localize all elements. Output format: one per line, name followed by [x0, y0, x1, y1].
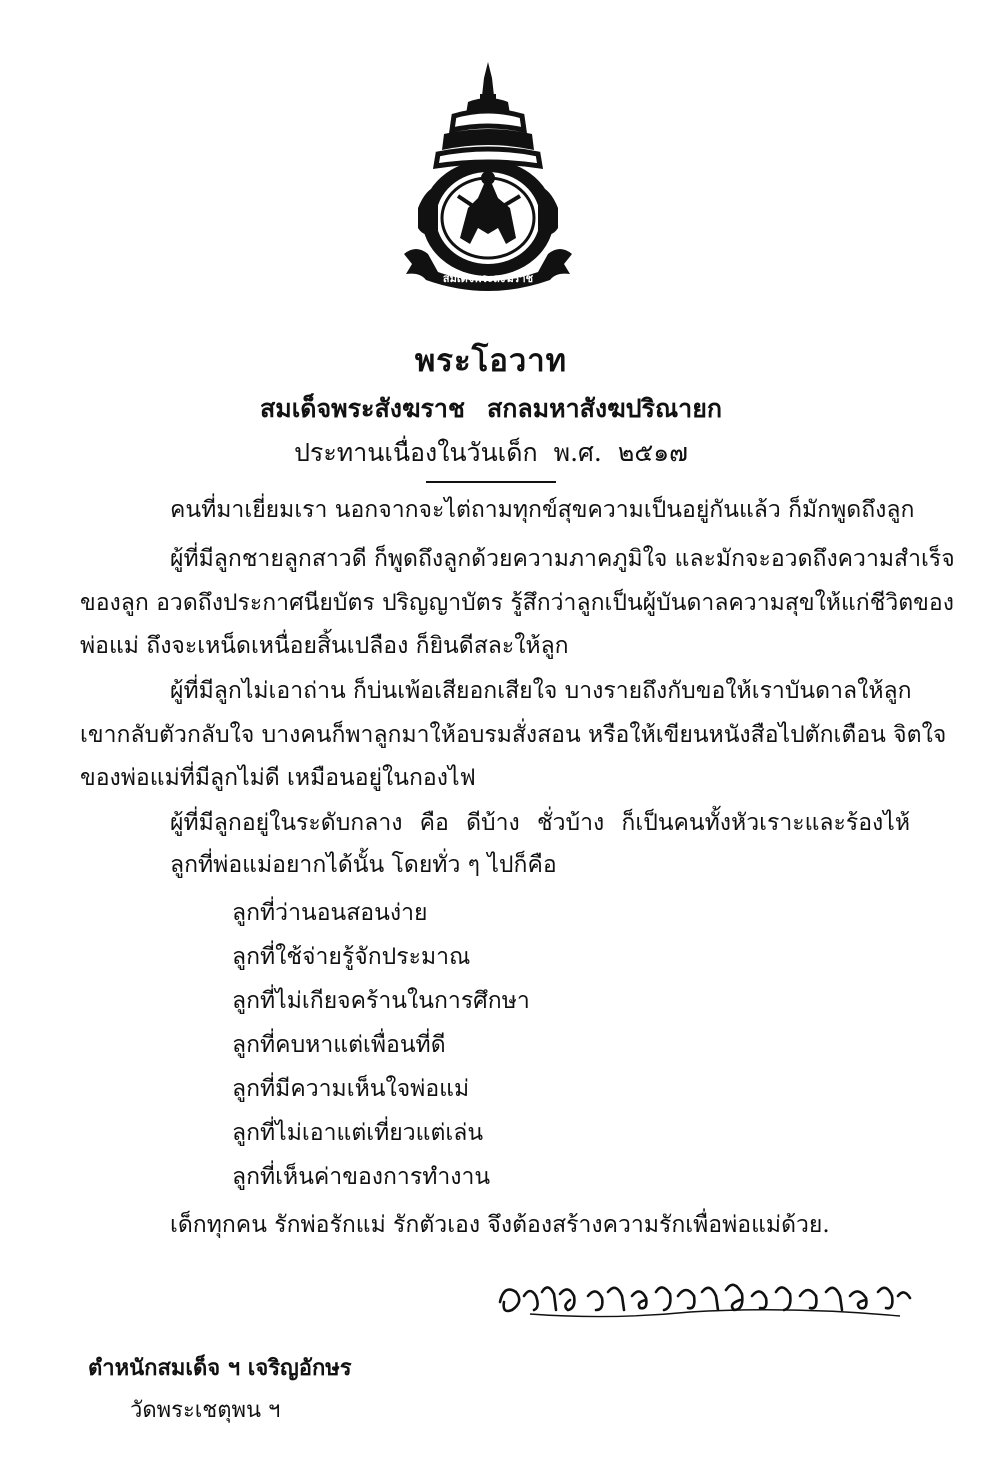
paragraph-line: คนที่มาเยี่ยมเรา นอกจากจะไต่ถามทุกข์สุขความเป็นอยู่กันแล้ว ก็มักพูดถึงลูก: [170, 497, 915, 523]
royal-emblem-icon: [398, 58, 578, 298]
signature-icon: [490, 1262, 920, 1332]
closing-line: เด็กทุกคน รักพ่อรักแม่ รักตัวเอง จึงต้องสร้างความรักเพื่อพ่อแม่ด้วย.: [170, 1212, 830, 1238]
author-rank: สกลมหาสังฆปริณายก: [486, 394, 722, 423]
author-title: สมเด็จพระสังฆราช: [259, 394, 465, 423]
paragraph-line: เขากลับตัวกลับใจ บางคนก็พาลูกมาให้อบรมสั่งสอน หรือให้เขียนหนังสือไปตักเตือน จิตใจ: [80, 722, 947, 748]
list-item: ลูกที่ใช้จ่ายรู้จักประมาณ: [232, 944, 471, 970]
list-item: ลูกที่มีความเห็นใจพ่อแม่: [232, 1076, 470, 1102]
title-underline: [426, 481, 556, 483]
list-item: ลูกที่ไม่เกียจคร้านในการศึกษา: [232, 988, 530, 1014]
era-label: พ.ศ.: [553, 438, 602, 467]
paragraph-line: ผู้ที่มีลูกไม่เอาถ่าน ก็บ่นเพ้อเสียอกเสียใจ บางรายถึงกับขอให้เราบันดาลให้ลูก: [170, 678, 912, 704]
page-title: พระโอวาท: [414, 343, 568, 379]
paragraph-line: ลูกที่พ่อแม่อยากได้นั้น โดยทั่ว ๆ ไปก็คือ: [170, 852, 557, 878]
paragraph-line: พ่อแม่ ถึงจะเหน็ดเหนื่อยสิ้นเปลือง ก็ยินดีสละให้ลูก: [80, 633, 569, 659]
paragraph-line: ผู้ที่มีลูกอยู่ในระดับกลาง คือ ดีบ้าง ชั่วบ้าง ก็เป็นคนทั้งหัวเราะและร้องไห้: [170, 810, 910, 836]
paragraph-line: ผู้ที่มีลูกชายลูกสาวดี ก็พูดถึงลูกด้วยความภาคภูมิใจ และมักจะอวดถึงความสำเร็จ: [170, 546, 955, 572]
list-item: ลูกที่ว่านอนสอนง่าย: [232, 900, 428, 926]
paragraph-line: ของพ่อแม่ที่มีลูกไม่ดี เหมือนอยู่ในกองไฟ: [80, 765, 476, 791]
list-item: ลูกที่คบหาแต่เพื่อนที่ดี: [232, 1032, 446, 1058]
occasion-text: ประทานเนื่องในวันเด็ก: [294, 438, 538, 467]
temple-name: วัดพระเชตุพน ฯ: [130, 1398, 281, 1423]
list-item: ลูกที่ไม่เอาแต่เที่ยวแต่เล่น: [232, 1120, 484, 1146]
year: ๒๕๑๗: [617, 438, 688, 467]
occasion-line: [0, 433, 982, 473]
author-line: [0, 389, 982, 429]
paragraph-line: ของลูก อวดถึงประกาศนียบัตร ปริญญาบัตร รู้สึกว่าลูกเป็นผู้บันดาลความสุขให้แก่ชีวิตของ: [80, 590, 954, 616]
office-name: ตำหนักสมเด็จ ฯ เจริญอักษร: [88, 1355, 352, 1381]
list-item: ลูกที่เห็นค่าของการทำงาน: [232, 1164, 491, 1190]
svg-text:สมเดจพระสงฆราช: สมเดจพระสงฆราช: [442, 272, 534, 285]
